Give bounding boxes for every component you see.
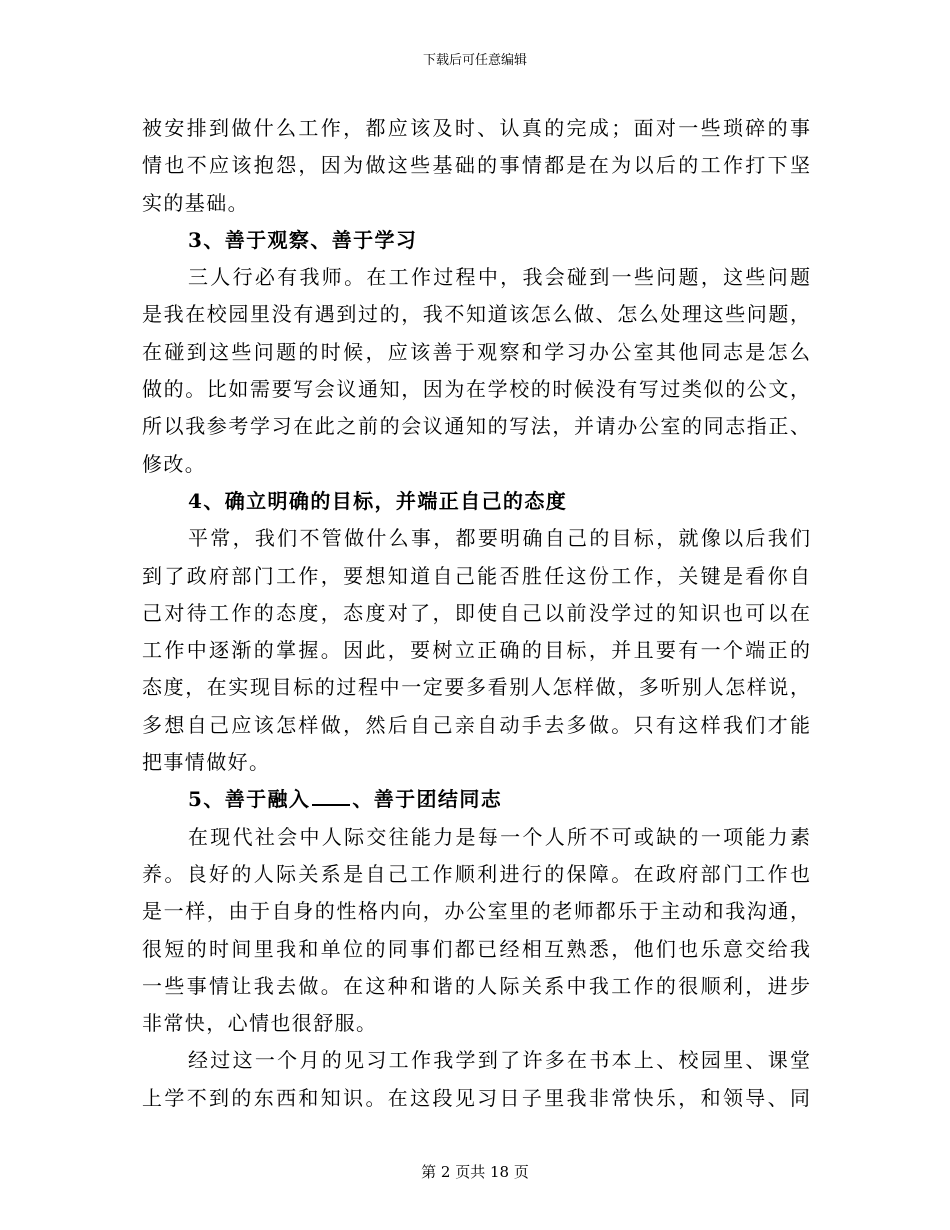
paragraph-line: 工作中逐渐的掌握。因此，要树立正确的目标，并且要有一个端正的 [142,638,810,663]
paragraph-line: 养。良好的人际关系是自己工作顺利进行的保障。在政府部门工作也 [142,861,810,886]
paragraph-line: 所以我参考学习在此之前的会议通知的写法，并请办公室的同志指正、 [142,414,810,439]
heading-text-end: 、善于团结同志 [352,787,503,812]
paragraph-line: 多想自己应该怎样做，然后自己亲自动手去多做。只有这样我们才能 [142,712,810,737]
section-heading: 3、善于观察、善于学习 [188,227,418,252]
paragraph-line: 实的基础。 [142,190,249,215]
paragraph-line: 很短的时间里我和单位的同事们都已经相互熟悉，他们也乐意交给我 [142,936,810,961]
document-body [142,110,810,1117]
paragraph-line: 非常快，心情也很舒服。 [142,1011,378,1036]
paragraph-line: 平常，我们不管做什么事，都要明确自己的目标，就像以后我们 [188,526,810,551]
paragraph-line: 一些事情让我去做。在这种和谐的人际关系中我工作的很顺利，进步 [142,973,810,998]
paragraph-line: 态度，在实现目标的过程中一定要多看别人怎样做，多听别人怎样说， [142,675,810,700]
paragraph-line: 做的。比如需要写会议通知，因为在学校的时候没有写过类似的公文， [142,377,810,402]
section-heading [142,781,810,818]
paragraph-line: 在现代社会中人际交往能力是每一个人所不可或缺的一项能力素 [188,824,810,849]
paragraph-line: 是一样，由于自身的性格内向，办公室里的老师都乐于主动和我沟通， [142,899,810,924]
section-heading: 4、确立明确的目标，并端正自己的态度 [188,488,568,513]
paragraph-line: 到了政府部门工作，要想知道自己能否胜任这份工作，关键是看你自 [142,563,810,588]
paragraph-line: 被安排到做什么工作，都应该及时、认真的完成；面对一些琐碎的事 [142,116,810,140]
page-footer: 第 2 页共 18 页 [421,1163,529,1181]
paragraph-line: 经过这一个月的见习工作我学到了许多在书本上、校园里、课堂 [188,1048,810,1073]
heading-text-start: 5、善于融入 [188,787,311,812]
paragraph-line: 己对待工作的态度，态度对了，即使自己以前没学过的知识也可以在 [142,600,810,625]
paragraph-line: 上学不到的东西和知识。在这段见习日子里我非常快乐，和领导、同 [142,1085,810,1110]
paragraph-line: 修改。 [142,451,207,476]
paragraph-line: 三人行必有我师。在工作过程中，我会碰到一些问题，这些问题 [188,265,810,290]
paragraph-line: 是我在校园里没有遇到过的，我不知道该怎么做、怎么处理这些问题， [142,302,810,327]
page-header: 下载后可任意编辑 [422,53,527,68]
paragraph-line: 把事情做好。 [142,750,271,775]
paragraph-line: 在碰到这些问题的时候，应该善于观察和学习办公室其他同志是怎么 [142,339,810,364]
fill-in-blank [312,788,350,806]
paragraph-line: 情也不应该抱怨，因为做这些基础的事情都是在为以后的工作打下坚 [142,153,810,178]
